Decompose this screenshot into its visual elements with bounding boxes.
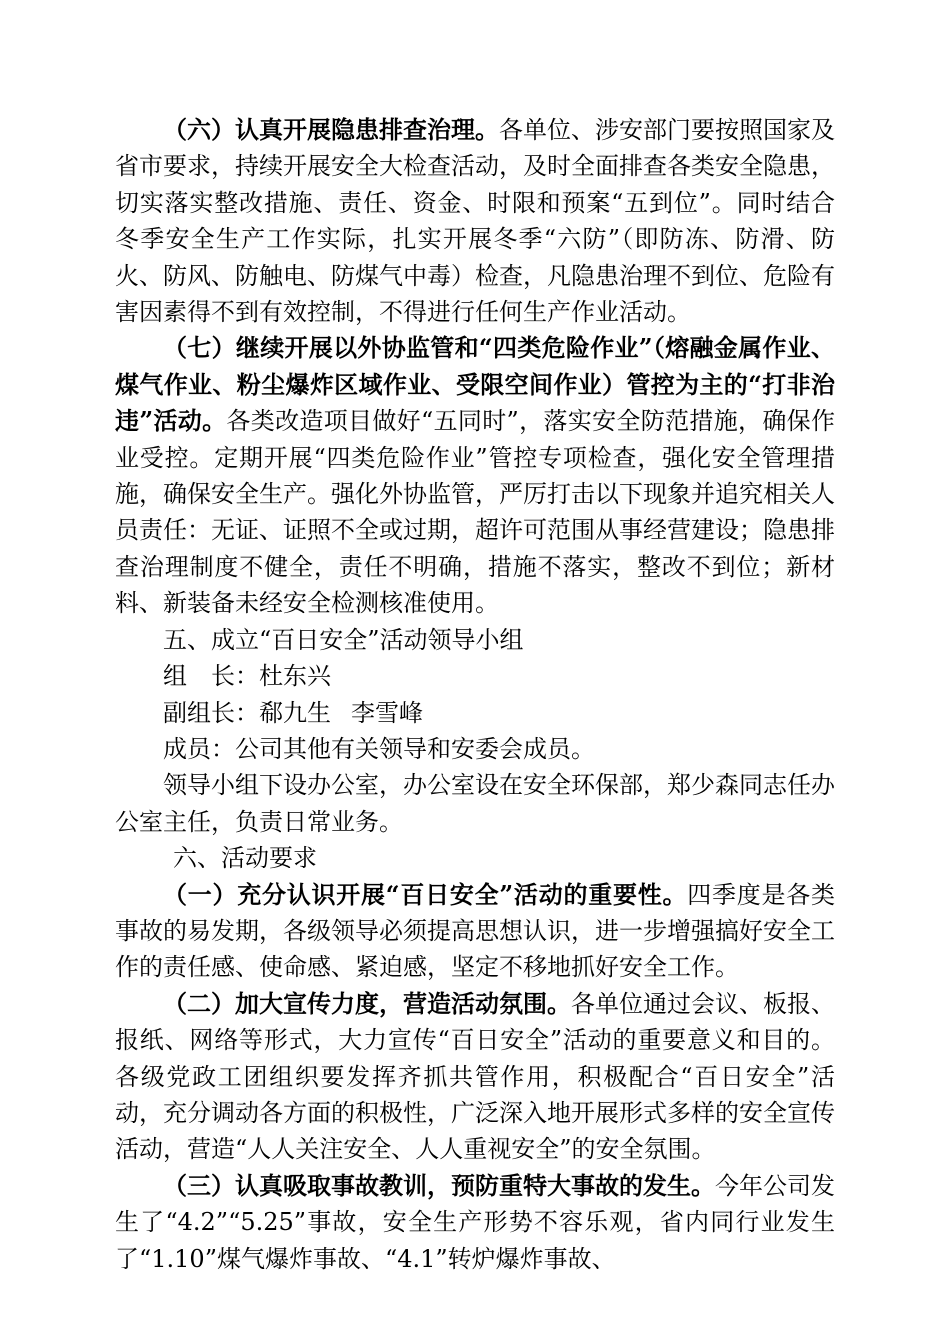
paragraph-illegal-operations-crackdown <box>115 330 835 621</box>
section-5-title: 五、成立“百日安全”活动领导小组 <box>163 625 524 654</box>
paragraph-body: 各类改造项目做好“五同时”，落实安全防范措施，确保作业受控。定期开展“四类危险作业”管控专项检查，强化安全管理措施，确保安全生产。强化外协监管，严厉打击以下现象并追究相关人员责任：无证、证照不全或过期，超许可范围从事经营建设；隐患排查治理制度不健全，责任不明确，措施不落实，整改不到位；新材料、新装备未经安全检测核准使用。 <box>115 407 835 618</box>
deputy-name-2: 李雪峰 <box>351 698 423 727</box>
requirement-item-1 <box>115 877 835 986</box>
paragraph-body: 各单位、涉安部门要按照国家及省市要求，持续开展安全大检查活动，及时全面排查各类安全隐患，切实落实整改措施、责任、资金、时限和预案“五到位”。同时结合冬季安全生产工作实际，扎实开展冬季“六防”（即防冻、防滑、防火、防风、防触电、防煤气中毒）检查，凡隐患治理不到位、危险有害因素得不到有效控制，不得进行任何生产作业活动。 <box>115 116 835 327</box>
requirement-item-2 <box>115 986 835 1168</box>
section-6-title: 六、活动要求 <box>173 844 317 873</box>
document-page <box>115 112 835 1277</box>
deputy-leader-line <box>115 695 835 731</box>
paragraph-heading: （七）继续开展以外协监管和“四类危险作业”（熔融金属作业、煤气作业、粉尘爆炸区域作业、受限空间作业）管控为主的“打非治违”活动。 <box>115 333 835 436</box>
leader-line <box>115 658 835 694</box>
requirement-item-3 <box>115 1168 835 1277</box>
requirement-heading: （一）充分认识开展“百日安全”活动的重要性。 <box>163 879 688 909</box>
paragraph-heading: （六）认真开展隐患排查治理。 <box>163 115 499 144</box>
deputy-label: 副组长： <box>163 698 259 727</box>
requirement-body: 今年公司发生了“4.2”“5.25”事故，安全生产形势不容乐观，省内同行业发生了“1.10”煤气爆炸事故、“4.1”转炉爆炸事故、 <box>115 1171 835 1273</box>
members-line: 成员：公司其他有关领导和安委会成员。 <box>163 734 595 763</box>
deputy-name-1: 郗九生 <box>259 698 331 727</box>
requirement-heading: （二）加大宣传力度，营造活动氛围。 <box>163 988 571 1018</box>
leader-label: 组 长： <box>163 662 259 691</box>
requirement-heading: （三）认真吸取事故教训，预防重特大事故的发生。 <box>163 1170 715 1200</box>
requirement-body: 各单位通过会议、板报、报纸、网络等形式，大力宣传“百日安全”活动的重要意义和目的。各级党政工团组织要发挥齐抓共管作用，积极配合“百日安全”活动，充分调动各方面的积极性，广泛深入地开展形式多样的安全宣传活动，营造“人人关注安全、人人重视安全”的安全氛围。 <box>115 989 835 1164</box>
office-paragraph: 领导小组下设办公室，办公室设在安全环保部，郑少森同志任办公室主任，负责日常业务。 <box>115 771 835 836</box>
leader-name: 杜东兴 <box>259 662 331 691</box>
requirement-body: 四季度是各类事故的易发期，各级领导必须提高思想认识，进一步增强搞好安全工作的责任感、使命感、紧迫感，坚定不移地抓好安全工作。 <box>115 880 836 982</box>
paragraph-hazard-inspection <box>115 112 835 330</box>
